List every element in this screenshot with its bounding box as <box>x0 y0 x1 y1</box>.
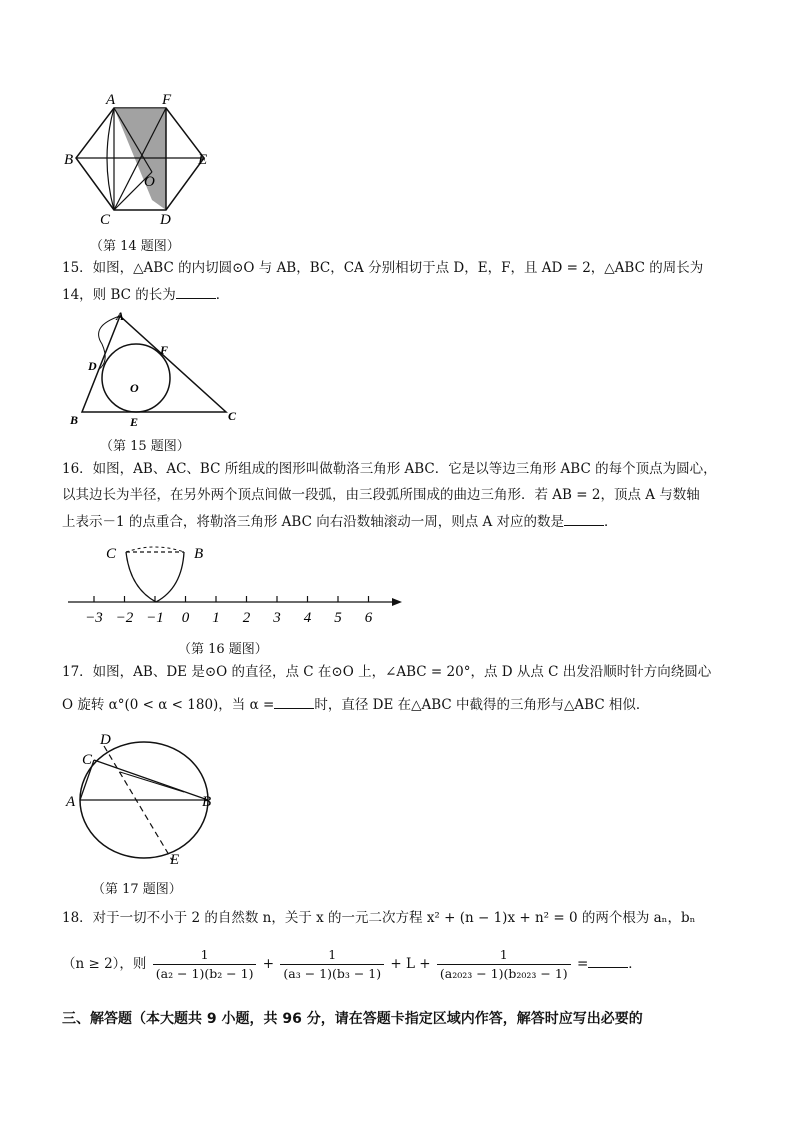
fig15-label-E: E <box>130 415 139 429</box>
fig14-label-O: O <box>144 174 155 190</box>
fig15-label-D: D <box>88 359 97 373</box>
q17-line1: 17．如图，AB、DE 是⊙O 的直径，点 C 在⊙O 上，∠ABC = 20°，点 D 从点 C 出发沿顺时针方向绕圆心 <box>62 664 712 680</box>
q18-line2 <box>62 946 642 983</box>
number-line-tick-label: −3 <box>85 610 103 626</box>
fig17-caption: （第 17 题图） <box>92 882 182 897</box>
fig17-label-B: B <box>202 794 212 810</box>
fig16-caption: （第 16 题图） <box>178 642 268 657</box>
number-line-tick-label: −2 <box>115 610 134 626</box>
q18-fraction-3 <box>437 946 571 983</box>
q18-prefix: （n ≥ 2），则 <box>62 956 147 972</box>
fig14-label-F: F <box>162 92 172 108</box>
fig14-label-D: D <box>160 212 171 228</box>
q17-answer-blank <box>274 694 314 709</box>
fig14-label-B: B <box>64 152 74 168</box>
number-line-tick-label: 5 <box>334 610 342 626</box>
number-line-tick-label: 1 <box>212 610 220 626</box>
q18-line1: 18．对于一切不小于 2 的自然数 n，关于 x 的一元二次方程 x² + (n − 1)x + n² = 0 的两个根为 aₙ，bₙ <box>62 910 696 926</box>
q16-line3-pre: 上表示－1 的点重合，将勒洛三角形 ABC 向右沿数轴滚动一周，则点 A 对应的数是 <box>62 514 565 530</box>
q15-line1: 15．如图，△ABC 的内切圆⊙O 与 AB，BC，CA 分别相切于点 D，E，F，且 AD = 2，△ABC 的周长为 <box>62 260 704 276</box>
q18-plus-1: + <box>262 956 275 972</box>
q18-fraction-2 <box>280 946 384 983</box>
fig17-label-D: D <box>100 732 111 748</box>
q17-line2 <box>62 694 649 716</box>
figure-17 <box>60 732 230 872</box>
fig14-label-C: C <box>100 212 111 228</box>
fig15-label-A: A <box>116 309 125 323</box>
q18-fraction-1 <box>153 946 257 983</box>
fig17-label-E: E <box>170 852 180 868</box>
number-line-tick-label: 6 <box>364 610 373 626</box>
q18-fraction-1-den: (a₂ − 1)(b₂ − 1) <box>155 966 254 981</box>
q17-line2-pre: O 旋转 α°(0 < α < 180)，当 α = <box>62 697 275 713</box>
fig15-label-B: B <box>70 413 79 427</box>
q15-line2-pre: 14，则 BC 的长为 <box>62 287 176 303</box>
q18-fraction-2-den: (a₃ − 1)(b₃ − 1) <box>283 966 382 981</box>
fig15-label-F: F <box>160 343 169 357</box>
q16-line3 <box>62 511 618 533</box>
q15-answer-blank <box>176 284 216 299</box>
fig14-caption: （第 14 题图） <box>90 239 180 254</box>
figure-14 <box>60 90 220 230</box>
fig14-label-E: E <box>198 152 208 168</box>
fig16-label-C: C <box>106 546 117 562</box>
number-line-tick-label: −1 <box>146 610 164 626</box>
fig14-label-A: A <box>106 92 116 108</box>
number-line-tick-label: 4 <box>303 610 312 626</box>
fig15-label-C: C <box>228 409 237 423</box>
q16-line2: 以其边长为半径，在另外两个顶点间做一段弧，由三段弧所围成的曲边三角形．若 AB = 2，顶点 A 与数轴 <box>62 487 700 503</box>
q18-fraction-3-num: 1 <box>437 946 571 965</box>
fig17-label-A: A <box>66 794 76 810</box>
number-line-tick-label: 2 <box>242 610 251 626</box>
q18-answer-blank <box>588 953 628 968</box>
number-line-tick-label: 3 <box>273 610 281 626</box>
number-line-tick-label: 0 <box>181 610 190 626</box>
q18-ellipsis: + L + <box>390 956 431 972</box>
number-line-ticks <box>85 596 373 626</box>
fig16-label-B: B <box>194 546 204 562</box>
figure-15 <box>60 308 250 430</box>
fig15-caption: （第 15 题图） <box>100 439 190 454</box>
section-3-heading: 三、解答题（本大题共 9 小题，共 96 分，请在答题卡指定区域内作答，解答时应写出必要的 <box>62 1011 643 1027</box>
q15-line2 <box>62 284 229 306</box>
q17-line2-post: 时，直径 DE 在△ABC 中截得的三角形与△ABC 相似． <box>314 697 650 713</box>
q18-end: ． <box>628 956 642 972</box>
q15-line2-post: ． <box>215 287 230 303</box>
q18-fraction-2-num: 1 <box>280 946 384 965</box>
q16-line1: 16．如图，AB、AC、BC 所组成的图形叫做勒洛三角形 ABC．它是以等边三角形 ABC 的每个顶点为圆心， <box>62 461 717 477</box>
figure-16 <box>60 538 410 630</box>
fig15-label-O: O <box>130 381 139 395</box>
q18-fraction-3-den: (a₂₀₂₃ − 1)(b₂₀₂₃ − 1) <box>439 966 568 981</box>
q16-line3-post: ． <box>604 514 618 530</box>
fig17-label-C: C <box>82 752 93 768</box>
q16-answer-blank <box>564 511 604 526</box>
q18-fraction-1-num: 1 <box>153 946 257 965</box>
q18-equals: = <box>576 956 589 972</box>
